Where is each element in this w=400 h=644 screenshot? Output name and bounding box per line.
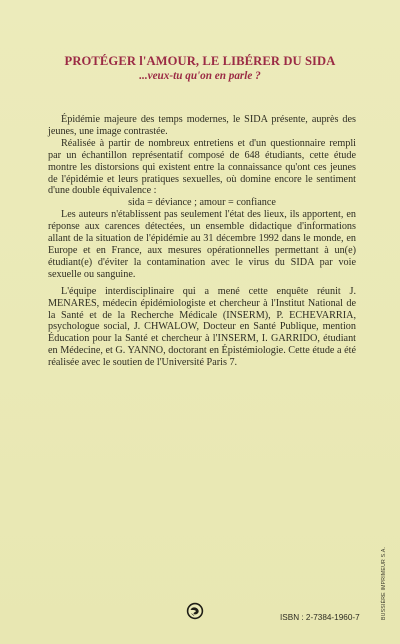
blurb: [48, 114, 356, 369]
blurb-paragraph-4: L'équipe interdisciplinaire qui a mené cette enquête réunit J. MENARES, médecin épidémiologiste et chercheur à l'Institut National de la Santé et de la Recherche Médicale (INSERM), P. ECHEVARRIA, psychologue social, J. CHWALOW, Docteur en Santé Publique, mention Éducation pour la Santé et chercheur à l'INSERM, I. GARRIDO, étudiant en Médecine, et G. YANNO, doctorant en Épistémiologie. Cette étude a été réalisée avec le soutien de l'Université Paris 7.: [48, 285, 356, 369]
equivalence-line: sida = déviance ; amour = confiance: [128, 197, 276, 209]
blurb-paragraph-2: Réalisée à partir de nombreux entretiens et d'un questionnaire rempli par un échantillon représentatif composé de 648 étudiants, cette étude montre les distorsions qui existent entre la connaissance qu'ont ces jeunes de l'épidémie et leurs pratiques sexuelles, où domine encore le sentiment d'une double équivalence :: [48, 137, 356, 197]
blurb-paragraph-3: Les auteurs n'établissent pas seulement l'état des lieux, ils apportent, en réponse aux carences détectées, un ensemble didactique d'informations allant de la situation de l'épidémie au 31 décembre 1992 dans le monde, en Europe et en France, aux mesures opérationnelles permettant à un(e) étudiant(e) d'éviter la contamination avec le virus du SIDA par voie sexuelle ou sanguine.: [48, 209, 356, 280]
isbn: ISBN : 2-7384-1960-7: [280, 613, 360, 622]
book-subtitle: ...veux-tu qu'on en parle ?: [139, 70, 261, 82]
blurb-paragraph-1: Épidémie majeure des temps modernes, le SIDA présente, auprès des jeunes, une image contrastée.: [48, 114, 356, 137]
book-title: PROTÉGER l'AMOUR, LE LIBÉRER DU SIDA: [64, 54, 336, 68]
publisher-logo-icon: [186, 602, 204, 620]
cover-header: [0, 54, 400, 83]
printer-credit: BUSSIÈRE IMPRIMEUR S.A.: [381, 546, 387, 620]
